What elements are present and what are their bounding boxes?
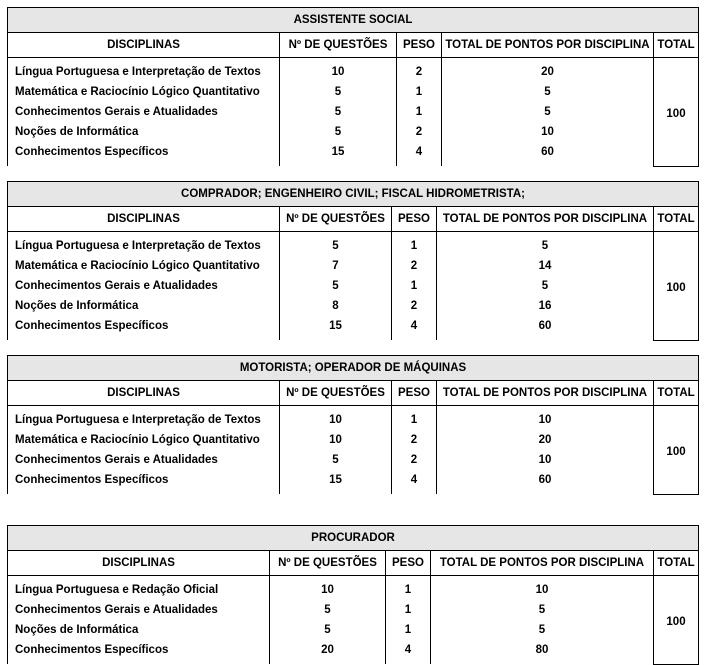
column-header-pontos: TOTAL DE PONTOS POR DISCIPLINA	[437, 381, 654, 406]
cell-questoes: 15	[280, 142, 397, 166]
cell-pontos: 5	[431, 620, 654, 640]
cell-questoes: 15	[280, 316, 392, 340]
column-header-row	[8, 381, 699, 406]
cell-questoes: 7	[280, 256, 392, 276]
score-table	[7, 355, 699, 495]
table-row	[8, 620, 699, 640]
table-row	[8, 296, 699, 316]
score-table	[7, 7, 699, 167]
cell-questoes: 8	[280, 296, 392, 316]
cell-total: 100	[654, 232, 699, 341]
cell-questoes: 10	[280, 430, 392, 450]
column-header-questoes: Nº DE QUESTÕES	[280, 207, 392, 232]
column-header-questoes: Nº DE QUESTÕES	[280, 381, 392, 406]
column-header-peso: PESO	[397, 33, 442, 58]
cell-pontos: 60	[437, 316, 654, 340]
cell-disciplina: Língua Portuguesa e Redação Oficial	[8, 576, 270, 601]
table-row	[8, 232, 699, 257]
cell-disciplina: Conhecimentos Gerais e Atualidades	[8, 450, 280, 470]
table-row	[8, 576, 699, 601]
score-table	[7, 525, 699, 665]
cell-questoes: 5	[270, 600, 386, 620]
cell-peso: 1	[397, 82, 442, 102]
cell-disciplina: Conhecimentos Gerais e Atualidades	[8, 276, 280, 296]
cell-pontos: 20	[437, 430, 654, 450]
table-row	[8, 102, 699, 122]
cell-disciplina: Conhecimentos Gerais e Atualidades	[8, 600, 270, 620]
cell-peso: 2	[392, 256, 437, 276]
column-header-row	[8, 207, 699, 232]
cell-pontos: 10	[431, 576, 654, 601]
cell-peso: 1	[392, 232, 437, 257]
column-header-peso: PESO	[392, 207, 437, 232]
table-row	[8, 470, 699, 494]
cell-disciplina: Conhecimentos Específicos	[8, 640, 270, 664]
table-row	[8, 406, 699, 431]
cell-disciplina: Língua Portuguesa e Interpretação de Textos	[8, 406, 280, 431]
column-header-total: TOTAL	[654, 207, 699, 232]
cell-peso: 4	[392, 316, 437, 340]
table-row	[8, 640, 699, 664]
cell-peso: 4	[397, 142, 442, 166]
cell-disciplina: Conhecimentos Específicos	[8, 316, 280, 340]
cell-questoes: 5	[280, 122, 397, 142]
table-title: ASSISTENTE SOCIAL	[8, 8, 699, 33]
cell-disciplina: Conhecimentos Específicos	[8, 142, 280, 166]
column-header-total: TOTAL	[654, 33, 699, 58]
cell-pontos: 5	[431, 600, 654, 620]
table-row	[8, 122, 699, 142]
cell-questoes: 10	[280, 406, 392, 431]
table-title: COMPRADOR; ENGENHEIRO CIVIL; FISCAL HIDROMETRISTA;	[8, 182, 699, 207]
column-header-peso: PESO	[386, 551, 431, 576]
cell-peso: 2	[392, 430, 437, 450]
cell-questoes: 5	[280, 102, 397, 122]
table-title-row	[8, 182, 699, 207]
cell-total: 100	[654, 576, 699, 665]
table-row	[8, 256, 699, 276]
column-header-peso: PESO	[392, 381, 437, 406]
column-header-pontos: TOTAL DE PONTOS POR DISCIPLINA	[431, 551, 654, 576]
table-row	[8, 276, 699, 296]
cell-disciplina: Matemática e Raciocínio Lógico Quantitativo	[8, 430, 280, 450]
cell-peso: 1	[386, 600, 431, 620]
cell-peso: 2	[392, 296, 437, 316]
cell-pontos: 5	[442, 102, 654, 122]
column-header-questoes: Nº DE QUESTÕES	[270, 551, 386, 576]
cell-peso: 4	[392, 470, 437, 494]
table-row	[8, 600, 699, 620]
cell-pontos: 60	[442, 142, 654, 166]
table-title: PROCURADOR	[8, 526, 699, 551]
cell-pontos: 10	[442, 122, 654, 142]
cell-pontos: 80	[431, 640, 654, 664]
cell-disciplina: Conhecimentos Gerais e Atualidades	[8, 102, 280, 122]
column-header-row	[8, 551, 699, 576]
cell-questoes: 5	[280, 276, 392, 296]
cell-disciplina: Matemática e Raciocínio Lógico Quantitativo	[8, 82, 280, 102]
cell-peso: 1	[392, 406, 437, 431]
column-header-questoes: Nº DE QUESTÕES	[280, 33, 397, 58]
cell-disciplina: Língua Portuguesa e Interpretação de Textos	[8, 58, 280, 83]
table-title-row	[8, 526, 699, 551]
cell-pontos: 60	[437, 470, 654, 494]
score-table	[7, 181, 699, 341]
table-title: MOTORISTA; OPERADOR DE MÁQUINAS	[8, 356, 699, 381]
cell-disciplina: Noções de Informática	[8, 122, 280, 142]
table-row	[8, 450, 699, 470]
cell-total: 100	[654, 58, 699, 167]
column-header-total: TOTAL	[654, 381, 699, 406]
cell-pontos: 20	[442, 58, 654, 83]
cell-pontos: 10	[437, 406, 654, 431]
cell-pontos: 5	[437, 276, 654, 296]
column-header-row	[8, 33, 699, 58]
cell-disciplina: Noções de Informática	[8, 296, 280, 316]
column-header-total: TOTAL	[654, 551, 699, 576]
cell-peso: 1	[386, 620, 431, 640]
cell-peso: 1	[397, 102, 442, 122]
cell-peso: 2	[397, 58, 442, 83]
cell-disciplina: Conhecimentos Específicos	[8, 470, 280, 494]
column-header-disciplinas: DISCIPLINAS	[8, 381, 280, 406]
cell-peso: 1	[386, 576, 431, 601]
column-header-disciplinas: DISCIPLINAS	[8, 551, 270, 576]
cell-questoes: 20	[270, 640, 386, 664]
table-row	[8, 142, 699, 166]
cell-questoes: 10	[270, 576, 386, 601]
cell-total: 100	[654, 406, 699, 495]
cell-questoes: 15	[280, 470, 392, 494]
cell-disciplina: Língua Portuguesa e Interpretação de Textos	[8, 232, 280, 257]
cell-disciplina: Matemática e Raciocínio Lógico Quantitativo	[8, 256, 280, 276]
cell-peso: 2	[397, 122, 442, 142]
cell-peso: 1	[392, 276, 437, 296]
cell-peso: 2	[392, 450, 437, 470]
cell-pontos: 14	[437, 256, 654, 276]
cell-questoes: 5	[280, 232, 392, 257]
cell-peso: 4	[386, 640, 431, 664]
column-header-pontos: TOTAL DE PONTOS POR DISCIPLINA	[437, 207, 654, 232]
column-header-disciplinas: DISCIPLINAS	[8, 207, 280, 232]
table-row	[8, 82, 699, 102]
cell-pontos: 16	[437, 296, 654, 316]
column-header-pontos: TOTAL DE PONTOS POR DISCIPLINA	[442, 33, 654, 58]
cell-pontos: 10	[437, 450, 654, 470]
cell-disciplina: Noções de Informática	[8, 620, 270, 640]
cell-questoes: 10	[280, 58, 397, 83]
table-row	[8, 58, 699, 83]
cell-questoes: 5	[270, 620, 386, 640]
cell-questoes: 5	[280, 450, 392, 470]
table-row	[8, 430, 699, 450]
cell-questoes: 5	[280, 82, 397, 102]
table-row	[8, 316, 699, 340]
column-header-disciplinas: DISCIPLINAS	[8, 33, 280, 58]
cell-pontos: 5	[437, 232, 654, 257]
table-title-row	[8, 8, 699, 33]
cell-pontos: 5	[442, 82, 654, 102]
table-title-row	[8, 356, 699, 381]
